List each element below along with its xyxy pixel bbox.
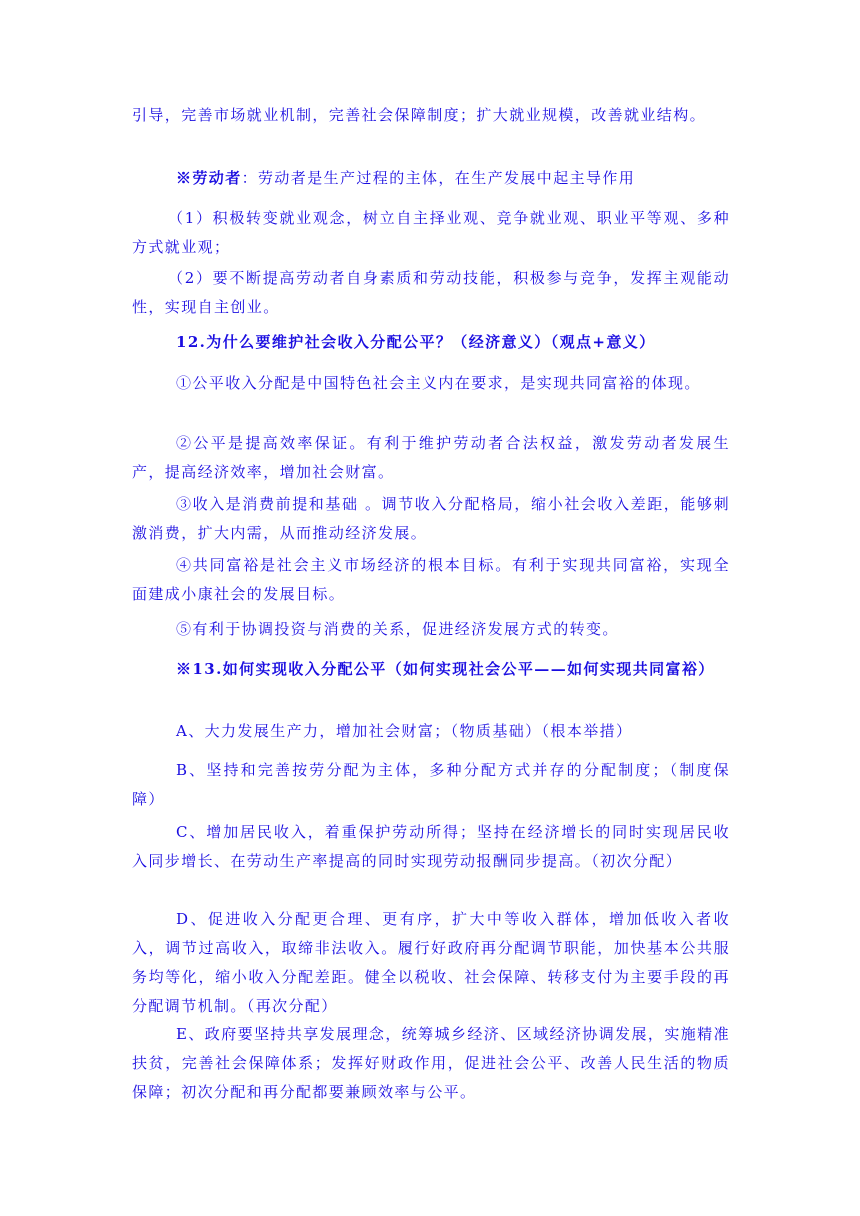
- paragraph-q13-point-a: A、大力发展生产力，增加社会财富；（物质基础）（根本举措）: [176, 722, 633, 740]
- paragraph-q13-point-c: C、增加居民收入，着重保护劳动所得；坚持在经济增长的同时实现居民收入同步增长、在劳动生产率提高的同时实现劳动报酬同步提高。（初次分配）: [132, 823, 730, 870]
- paragraph-q12-point-2: ②公平是提高效率保证。有利于维护劳动者合法权益，激发劳动者发展生产，提高经济效率，增加社会财富。: [132, 434, 730, 481]
- paragraph-laborer: [132, 164, 730, 193]
- paragraph-q12-point-1: ①公平收入分配是中国特色社会主义内在要求，是实现共同富裕的体现。: [176, 374, 701, 392]
- heading-question-13: ※13.如何实现收入分配公平（如何实现社会公平——如何实现共同富裕）: [176, 660, 715, 678]
- paragraph-laborer-point-2: （2）要不断提高劳动者自身素质和劳动技能，积极参与竞争，发挥主观能动性，实现自主创业。: [132, 269, 730, 316]
- laborer-heading: ※劳动者: [176, 169, 242, 187]
- paragraph-q12-point-4: ④共同富裕是社会主义市场经济的根本目标。有利于实现共同富裕，实现全面建成小康社会的发展目标。: [132, 556, 730, 603]
- paragraph-q12-point-5: ⑤有利于协调投资与消费的关系，促进经济发展方式的转变。: [176, 620, 619, 638]
- paragraph-laborer-point-1: （1）积极转变就业观念，树立自主择业观、竞争就业观、职业平等观、多种方式就业观；: [132, 209, 730, 256]
- paragraph-q13-point-d: D、促进收入分配更合理、更有序，扩大中等收入群体，增加低收入者收入，调节过高收入，取缔非法收入。履行好政府再分配调节职能，加快基本公共服务均等化，缩小收入分配差距。健全以税收、社会保障、转移支付为主要手段的再分配调节机制。（再次分配）: [132, 910, 730, 1015]
- paragraph-employment-structure: 引导，完善市场就业机制，完善社会保障制度；扩大就业规模，改善就业结构。: [132, 106, 707, 124]
- paragraph-q13-point-b: B、坚持和完善按劳分配为主体，多种分配方式并存的分配制度；（制度保障）: [132, 761, 730, 808]
- laborer-text: ：劳动者是生产过程的主体，在生产发展中起主导作用: [241, 169, 636, 187]
- paragraph-q12-point-3: ③收入是消费前提和基础 。调节收入分配格局，缩小社会收入差距，能够刺激消费，扩大内需，从而推动经济发展。: [132, 495, 730, 542]
- paragraph-q13-point-e: E、政府要坚持共享发展理念，统筹城乡经济、区域经济协调发展，实施精准扶贫，完善社会保障体系；发挥好财政作用，促进社会公平、改善人民生活的物质保障；初次分配和再分配都要兼顾效率与公平。: [132, 1025, 730, 1101]
- heading-question-12: 12.为什么要维护社会收入分配公平？（经济意义）（观点+意义）: [176, 333, 656, 351]
